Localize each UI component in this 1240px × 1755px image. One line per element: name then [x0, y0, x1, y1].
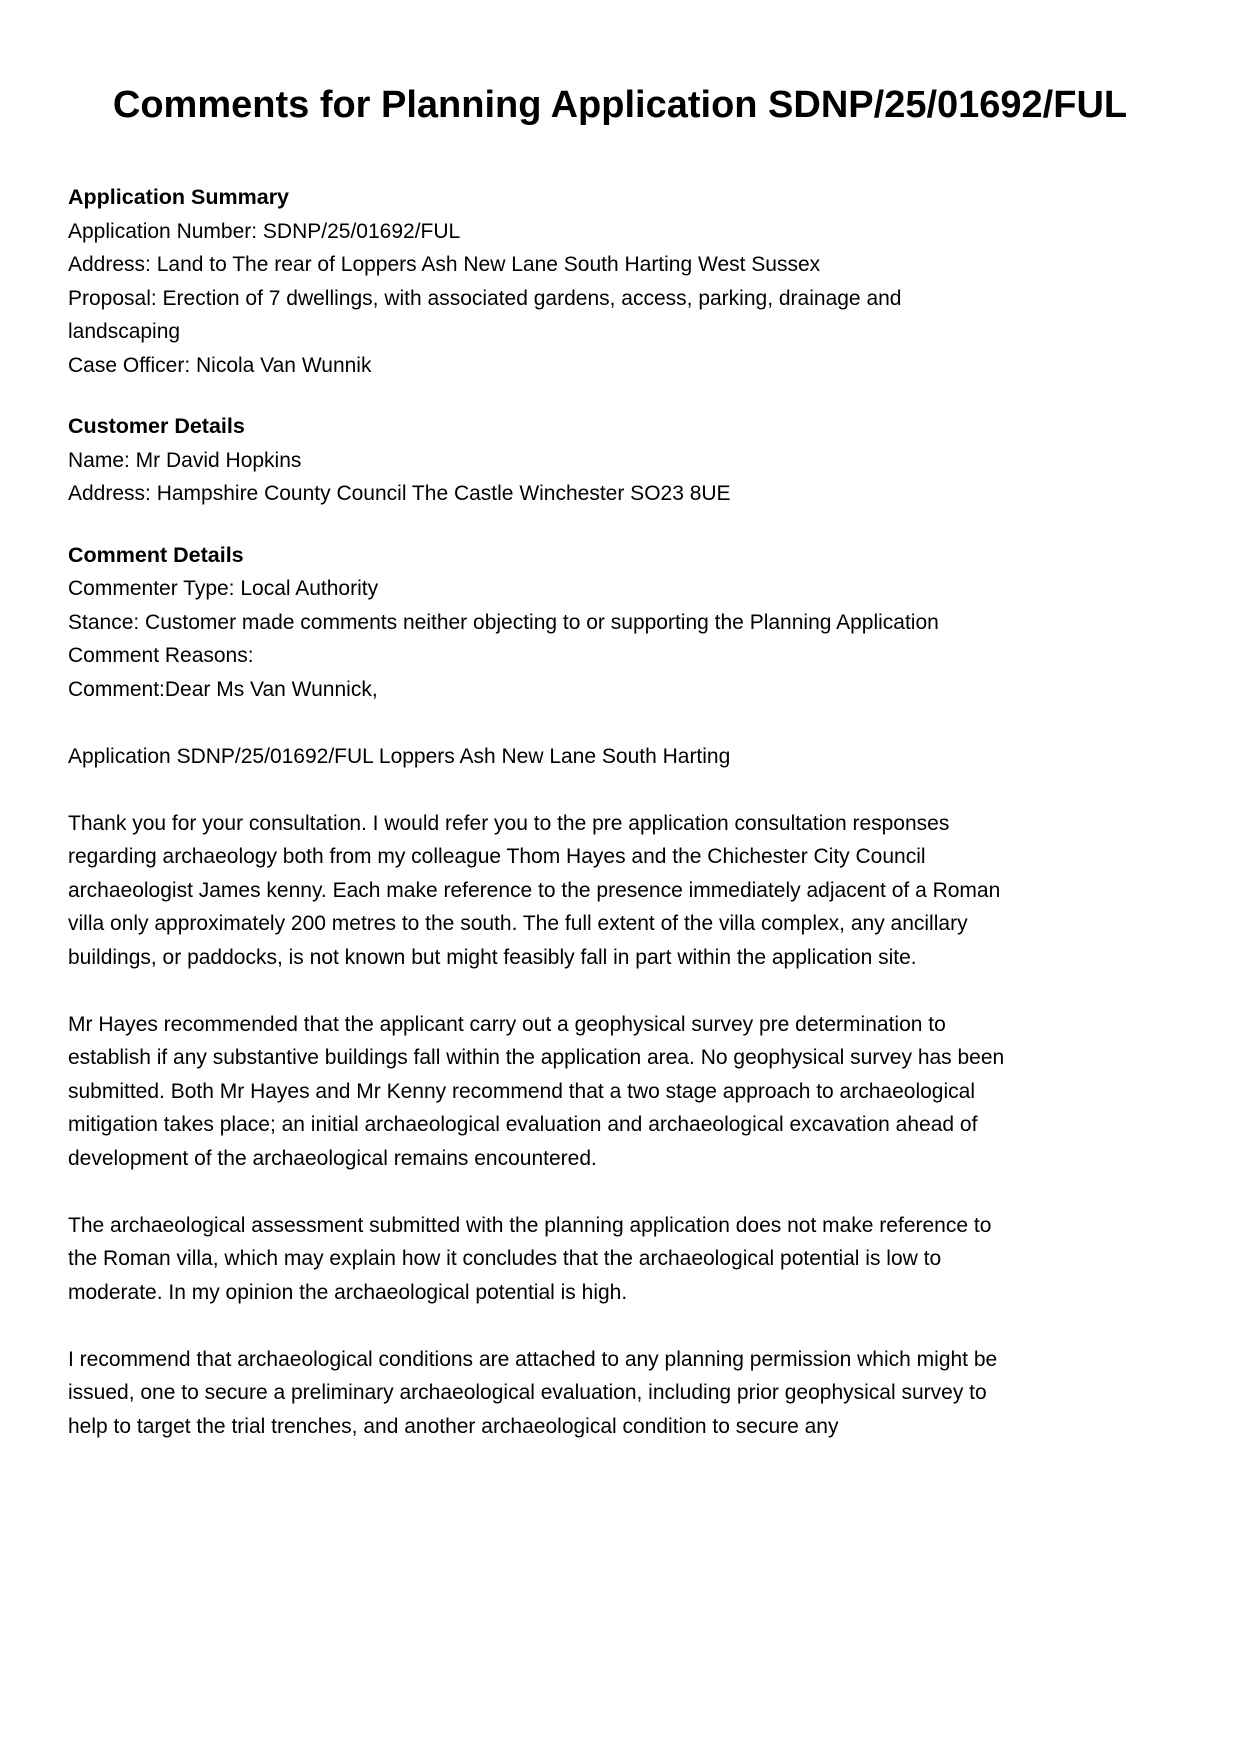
site-address-line: Address: Land to The rear of Loppers Ash New Lane South Harting West Sussex: [68, 253, 821, 276]
commenter-type-line: Commenter Type: Local Authority: [68, 577, 379, 600]
comment-paragraph-application-ref: Application SDNP/25/01692/FUL Loppers Ash New Lane South Harting: [68, 744, 731, 768]
comment-paragraph: Mr Hayes recommended that the applicant carry out a geophysical survey pre determination to establish if any substantive buildings fall within the application area. No geophysical survey has been submitted. Both Mr Hayes and Mr Kenny recommend that a two stage approach to archaeological mitigation takes place; an initial archaeological evaluation and archaeological excavation ahead of development of the archaeological remains encountered.: [68, 1012, 1005, 1170]
comment-body: [68, 740, 1018, 1444]
customer-details-heading: Customer Details: [68, 414, 245, 438]
application-number-line: Application Number: SDNP/25/01692/FUL: [68, 219, 461, 243]
comment-salutation-line: Comment:Dear Ms Van Wunnick,: [68, 677, 378, 701]
document-title: Comments for Planning Application SDNP/25/01692/FUL: [112, 84, 1128, 126]
document-content: [68, 127, 1018, 1443]
proposal-line: Proposal: Erection of 7 dwellings, with associated gardens, access, parking, drainage and landscaping: [68, 286, 902, 343]
application-summary-heading: Application Summary: [68, 185, 290, 209]
application-summary-section: [68, 127, 1018, 382]
comment-paragraph: I recommend that archaeological conditions are attached to any planning permission which might be issued, one to secure a preliminary archaeological evaluation, including prior geophysical survey to help to target the trial trenches, and another archaeological condition to secure any: [68, 1347, 998, 1438]
comment-paragraph: Thank you for your consultation. I would refer you to the pre application consultation responses regarding archaeology both from my colleague Thom Hayes and the Chichester City Council archaeologist James kenny. Each make reference to the presence immediately adjacent of a Roman villa only approximately 200 metres to the south. The full extent of the villa complex, any ancillary buildings, or paddocks, is not known but might feasibly fall in part within the application site.: [68, 811, 1001, 969]
stance-line: Stance: Customer made comments neither objecting to or supporting the Planning Application: [68, 610, 939, 634]
comment-paragraph: The archaeological assessment submitted with the planning application does not make reference to the Roman villa, which may explain how it concludes that the archaeological potential is low to moderate. In my opinion the archaeological potential is high.: [68, 1213, 992, 1304]
customer-details-section: [68, 382, 1018, 511]
case-officer-line: Case Officer: Nicola Van Wunnik: [68, 353, 372, 377]
customer-address-line: Address: Hampshire County Council The Castle Winchester SO23 8UE: [68, 482, 731, 505]
customer-name-line: Name: Mr David Hopkins: [68, 448, 302, 472]
comment-reasons-line: Comment Reasons:: [68, 644, 254, 667]
comment-details-heading: Comment Details: [68, 542, 244, 567]
comment-details-section: [68, 511, 1018, 707]
